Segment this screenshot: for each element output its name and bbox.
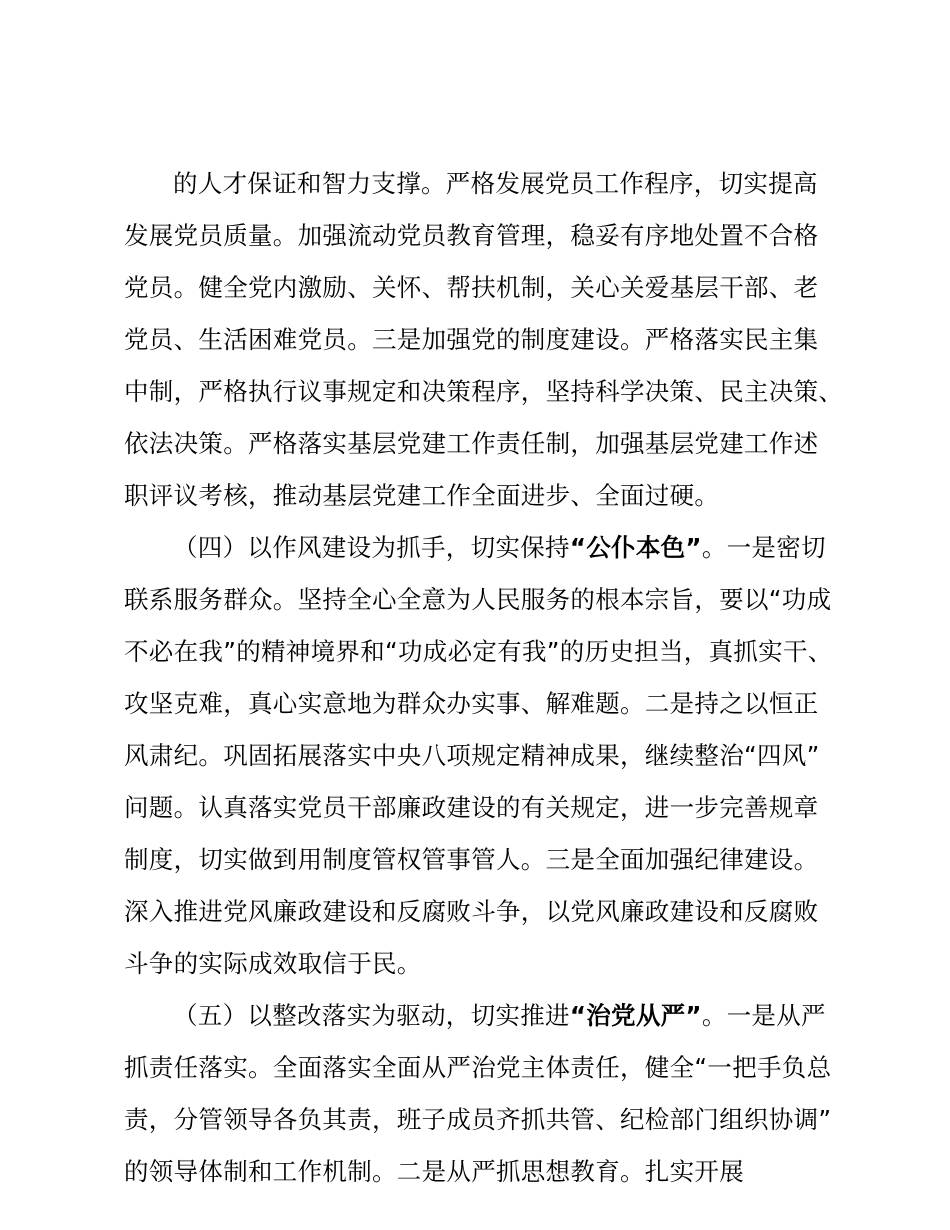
paragraph-line: 不必在我”的精神境界和“功成必定有我”的历史担当，真抓实干、 — [124, 637, 833, 666]
section-emphasis: “治党从严” — [569, 1001, 702, 1030]
paragraph-line: 深入推进党风廉政建设和反腐败斗争，以党风廉政建设和反腐败 — [124, 897, 819, 926]
paragraph-line: 风肃纪。巩固拓展落实中央八项规定精神成果，继续整治“四风” — [124, 741, 820, 770]
paragraph-line: 党员、生活困难党员。三是加强党的制度建设。严格落实民主集 — [124, 325, 819, 354]
paragraph-line: 的人才保证和智力支撑。严格发展党员工作程序，切实提高 — [173, 169, 818, 198]
paragraph-line: 职评议考核，推动基层党建工作全面进步、全面过硬。 — [124, 481, 720, 510]
paragraph-line: 攻坚克难，真心实意地为群众办实事、解难题。二是持之以恒正 — [124, 689, 819, 718]
section-heading-text: （四）以作风建设为抓手，切实保持 — [173, 533, 570, 562]
paragraph-line: 中制，严格执行议事规定和决策程序，坚持科学决策、民主决策、 — [124, 377, 844, 406]
section-heading-line — [173, 1000, 826, 1032]
paragraph-line: 抓责任落实。全面落实全面从严治党主体责任，健全“一把手负总 — [124, 1053, 832, 1082]
paragraph-line: 发展党员质量。加强流动党员教育管理，稳妥有序地处置不合格 — [124, 221, 819, 250]
paragraph-line: 责，分管领导各负其责，班子成员齐抓共管、纪检部门组织协调” — [124, 1105, 832, 1134]
paragraph-line: 的领导体制和工作机制。二是从严抓思想教育。扎实开展 — [124, 1157, 744, 1186]
paragraph-line: 依法决策。严格落实基层党建工作责任制，加强基层党建工作述 — [124, 429, 819, 458]
paragraph-line: 制度，切实做到用制度管权管事管人。三是全面加强纪律建设。 — [124, 845, 819, 874]
section-heading-text: （五）以整改落实为驱动，切实推进 — [173, 1001, 570, 1030]
paragraph-line: 党员。健全党内激励、关怀、帮扶机制，关心关爱基层干部、老 — [124, 273, 819, 302]
section-heading-tail: 。一是从严 — [701, 1001, 826, 1030]
section-emphasis: “公仆本色” — [569, 533, 702, 562]
paragraph-line: 斗争的实际成效取信于民。 — [124, 949, 422, 978]
section-heading-line — [173, 532, 826, 564]
paragraph-line: 联系服务群众。坚持全心全意为人民服务的根本宗旨，要以“功成 — [124, 585, 832, 614]
paragraph-line: 问题。认真落实党员干部廉政建设的有关规定，进一步完善规章 — [124, 793, 819, 822]
section-heading-tail: 。一是密切 — [701, 533, 826, 562]
